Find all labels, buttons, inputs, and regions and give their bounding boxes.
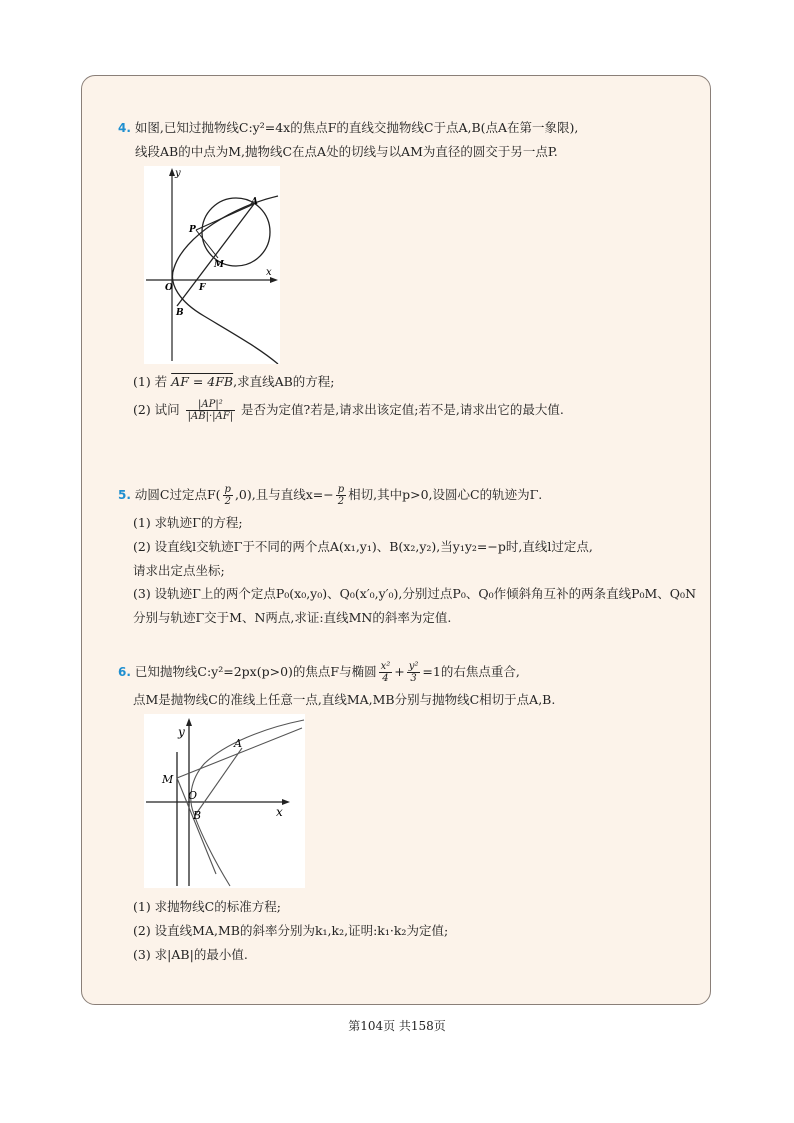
q5-line1-a: 动圆C过定点F: [134, 487, 216, 502]
q6-x-arrow: [282, 799, 290, 805]
q5-number: 5.: [118, 488, 131, 502]
q4-sub2: [133, 399, 564, 422]
q6-figure: [144, 714, 305, 888]
q4-label-y: y: [175, 168, 181, 179]
q5-frac1-num: p: [224, 484, 231, 495]
q4-sub1-vector: AF = 4FB: [171, 374, 234, 389]
q4-sub2-frac-num: |AP|²: [186, 399, 235, 411]
q6-sub2: (2) 设直线MA,MB的斜率分别为k₁,k₂,证明:k₁·k₂为定值;: [133, 923, 449, 938]
page-footer: 第104页 共158页: [348, 1019, 446, 1033]
q4-sub1: [133, 374, 335, 390]
q5-line1-c: 相切,其中p>0,设圆心C的轨迹为Γ.: [348, 487, 543, 502]
q5-frac1-den: 2: [224, 496, 231, 507]
q5-sub2-line1: (2) 设直线l交轨迹Γ于不同的两个点A(x₁,y₁)、B(x₂,y₂),当y₁y₂=−p时,直线l过定点,: [133, 539, 593, 554]
q5-frac2-den: 2: [337, 496, 345, 507]
q6-label-b: B: [193, 809, 202, 822]
q5-sub3-line2: 分别与轨迹Γ交于M、N两点,求证:直线MN的斜率为定值.: [133, 610, 452, 625]
q6-figure-svg: [144, 714, 305, 888]
q4-label-x: x: [266, 267, 272, 278]
q6-plus: +: [394, 664, 405, 679]
q6-line2: 点M是抛物线C的准线上任意一点,直线MA,MB分别与抛物线C相切于点A,B.: [133, 692, 556, 707]
q4-label-p: P: [189, 225, 196, 235]
q4-number: 4.: [118, 121, 131, 135]
q4-sub2-fraction: [186, 399, 235, 422]
q4-sub2-suffix: 是否为定值?若是,请求出该定值;若不是,请求出它的最大值.: [241, 402, 564, 417]
q6-label-x: x: [276, 805, 283, 819]
q6-number: 6.: [118, 665, 131, 679]
q4-sub2-prefix: (2) 试问: [133, 402, 180, 417]
q6-frac-2: [407, 661, 421, 684]
q6-frac1-num: x²: [380, 661, 391, 672]
q4-label-b: B: [176, 308, 184, 318]
q4-line1: [118, 120, 578, 136]
q6-line1-b: =1的右焦点重合,: [422, 664, 520, 679]
q4-label-o: O: [165, 283, 173, 293]
q6-tangent-ma: [177, 728, 302, 778]
q4-sub1-prefix: (1) 若: [133, 374, 168, 389]
q6-frac-1: [379, 661, 393, 684]
q4-figure-svg: [144, 166, 280, 364]
q6-label-m: M: [162, 773, 174, 786]
q4-segment-pm: [196, 230, 218, 258]
q5-sub2-line2: 请求出定点坐标;: [133, 563, 225, 578]
q6-line1: [118, 661, 520, 684]
q6-label-o: O: [188, 789, 198, 802]
q5-frac-2: [336, 484, 346, 507]
q5-frac-1: [223, 484, 233, 507]
q4-text-line1: 如图,已知过抛物线C:y²=4x的焦点F的直线交抛物线C于点A,B(点A在第一象限),: [134, 120, 579, 135]
q4-figure: [144, 166, 280, 364]
q6-line1-a: 已知抛物线C:y²=2px(p>0)的焦点F与椭圆: [134, 664, 377, 679]
q6-label-y: y: [178, 725, 185, 739]
q6-frac2-den: 3: [410, 673, 417, 684]
q4-text-line2: 线段AB的中点为M,抛物线C在点A处的切线与以AM为直径的圆交于另一点P.: [135, 144, 558, 159]
q6-label-a: A: [234, 737, 242, 750]
q6-frac2-num: y²: [408, 661, 419, 672]
q4-label-m: M: [214, 260, 224, 270]
q4-sub2-frac-den: |AB|·|AF|: [187, 411, 234, 422]
q6-frac1-den: 4: [382, 673, 389, 684]
q4-circle: [202, 198, 270, 266]
q5-frac2-num: p: [337, 484, 345, 495]
q6-chord-ab: [196, 748, 242, 814]
q5-sub3-line1: (3) 设轨迹Γ上的两个定点P₀(x₀,y₀)、Q₀(x′₀,y′₀),分别过点P₀、Q₀作倾斜角互补的两条直线P₀M、Q₀N: [133, 586, 697, 601]
q4-sub1-suffix: ,求直线AB的方程;: [233, 374, 335, 389]
q5-sub1: (1) 求轨迹Γ的方程;: [133, 515, 243, 530]
q6-y-arrow: [186, 718, 192, 726]
q6-sub3: (3) 求|AB|的最小值.: [133, 947, 248, 962]
q4-label-a: A: [251, 197, 258, 207]
q6-sub1: (1) 求抛物线C的标准方程;: [133, 899, 281, 914]
q5-line1: 5. 动圆C过定点F( $\frac{p}{2}$ ,0),且与直线x=− $\frac{p}{2}$ 相切,其中p>0,设圆心C的轨迹为Γ.: [118, 484, 543, 507]
q4-label-f: F: [199, 283, 206, 293]
q4-tangent: [196, 204, 254, 230]
q5-line1-b: ,0),且与直线x=−: [234, 487, 334, 502]
